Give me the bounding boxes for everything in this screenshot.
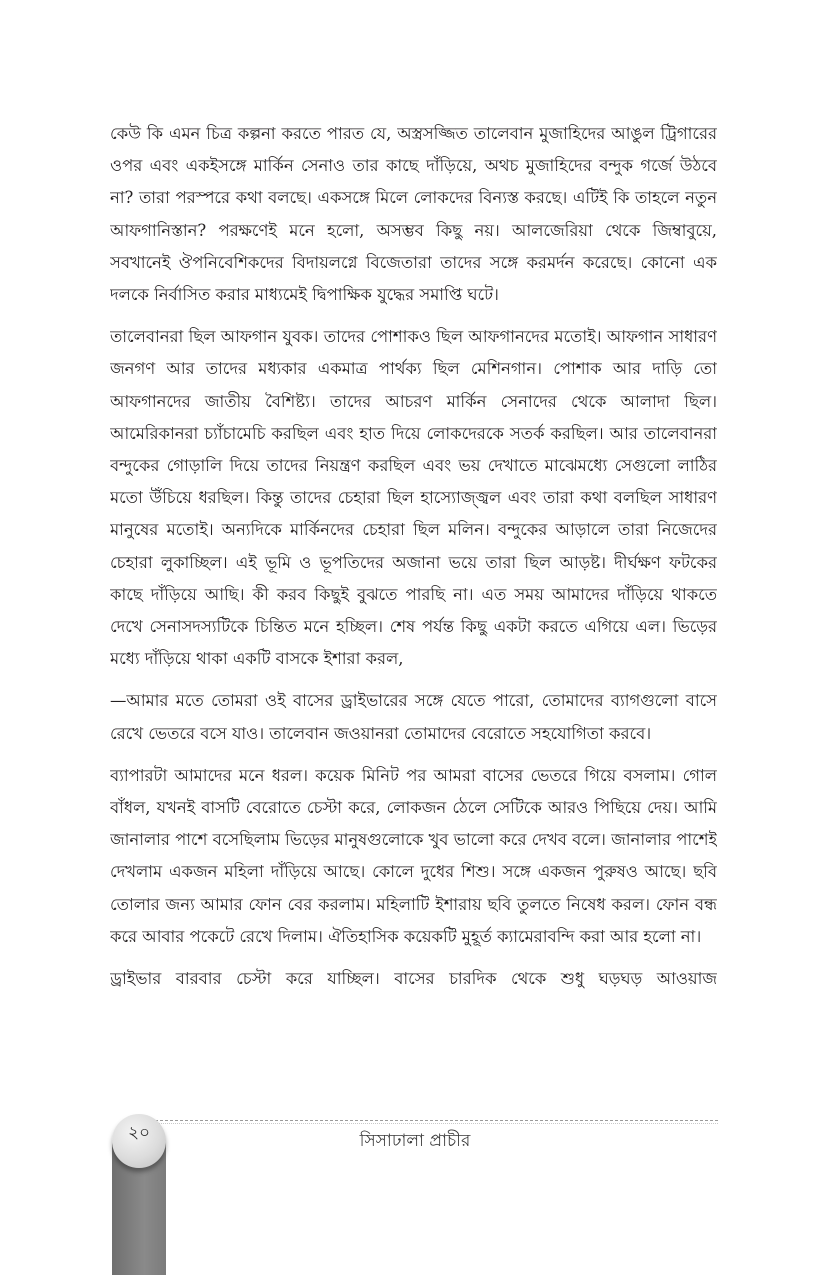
paragraph-1: কেউ কি এমন চিত্র কল্পনা করতে পারত যে, অস্ত্রসজ্জিত তালেবান মুজাহিদের আঙুল ট্রিগারের ওপর এবং একইসঙ্গে মার্কিন সেনাও তার কাছে দাঁড়িয়ে, অথচ মুজাহিদের বন্দুক গর্জে উঠবে না? তারা পরস্পরে কথা বলছে। একসঙ্গে মিলে লোকদের বিন্যস্ত করছে। এটিই কি তাহলে নতুন আফগানিস্তান? পরক্ষণেই মনে হলো, অসম্ভব কিছু নয়। আলজেরিয়া থেকে জিম্বাবুয়ে, সবখানেই ঔপনিবেশিকদের বিদায়লগ্নে বিজেতারা তাদের সঙ্গে করমর্দন করেছে। কোনো এক দলকে নির্বাসিত করার মাধ্যমেই দ্বিপাক্ষিক যুদ্ধের সমাপ্তি ঘটে। [110, 124, 717, 305]
paragraph-4: ব্যাপারটা আমাদের মনে ধরল। কয়েক মিনিট পর আমরা বাসের ভেতরে গিয়ে বসলাম। গোল বাঁধল, যখনই বাসটি বেরোতে চেস্টা করে, লোকজন ঠেলে সেটিকে আরও পিছিয়ে দেয়। আমি জানালার পাশে বসেছিলাম ভিড়ের মানুষগুলোকে খুব ভালো করে দেখব বলে। জানালার পাশেই দেখলাম একজন মহিলা দাঁড়িয়ে আছে। কোলে দুধের শিশু। সঙ্গে একজন পুরুষও আছে। ছবি তোলার জন্য আমার ফোন বের করলাম। মহিলাটি ইশারায় ছবি তুলতে নিষেধ করল। ফোন বন্ধ করে আবার পকেটে রেখে দিলাম। ঐতিহাসিক কয়েকটি মুহূর্ত ক্যামেরাবন্দি করা আর হলো না। [110, 765, 717, 946]
paragraph-2: তালেবানরা ছিল আফগান যুবক। তাদের পোশাকও ছিল আফগানদের মতোই। আফগান সাধারণ জনগণ আর তাদের মধ্যকার একমাত্র পার্থক্য ছিল মেশিনগান। পোশাক আর দাড়ি তো আফগানদের জাতীয় বৈশিষ্ট্য। তাদের আচরণ মার্কিন সেনাদের থেকে আলাদা ছিল। আমেরিকানরা চ্যাঁচামেচি করছিল এবং হাত দিয়ে লোকদেরকে সতর্ক করছিল। আর তালেবানরা বন্দুকের গোড়ালি দিয়ে তাদের নিয়ন্ত্রণ করছিল এবং ভয় দেখাতে মাঝেমধ্যে সেগুলো লাঠির মতো উঁচিয়ে ধরছিল। কিন্তু তাদের চেহারা ছিল হাস্যোজ্জ্বল এবং তারা কথা বলছিল সাধারণ মানুষের মতোই। অন্যদিকে মার্কিনদের চেহারা ছিল মলিন। বন্দুকের আড়ালে তারা নিজেদের চেহারা লুকাচ্ছিল। এই ভূমি ও ভূপতিদের অজানা ভয়ে তারা ছিল আড়ষ্ট। দীর্ঘক্ষণ ফটকের কাছে দাঁড়িয়ে আছি। কী করব কিছুই বুঝতে পারছি না। এত সময় আমাদের দাঁড়িয়ে থাকতে দেখে সেনাসদস্যটিকে চিন্তিত মনে হচ্ছিল। শেষ পর্যন্ত কিছু একটা করতে এগিয়ে এল। ভিড়ের মধ্যে দাঁড়িয়ে থাকা একটি বাসকে ইশারা করল, [110, 327, 717, 669]
body-text [110, 118, 717, 1098]
running-title: সিসাঢালা প্রাচীর [359, 1131, 471, 1151]
footer-divider [150, 1120, 718, 1121]
footer-divider-secondary [150, 1123, 718, 1124]
paragraph-5: ড্রাইভার বারবার চেস্টা করে যাচ্ছিল। বাসের চারদিক থেকে শুধু ঘড়ঘড় আওয়াজ [110, 969, 717, 989]
page-number: ২০ [127, 1123, 151, 1143]
paragraph-3: —আমার মতে তোমরা ওই বাসের ড্রাইভারের সঙ্গে যেতে পারো, তোমাদের ব্যাগগুলো বাসে রেখে ভেতরে বসে যাও। তালেবান জওয়ানরা তোমাদের বেরোতে সহযোগিতা করবে। [110, 691, 717, 743]
page-number-badge [112, 1114, 166, 1168]
